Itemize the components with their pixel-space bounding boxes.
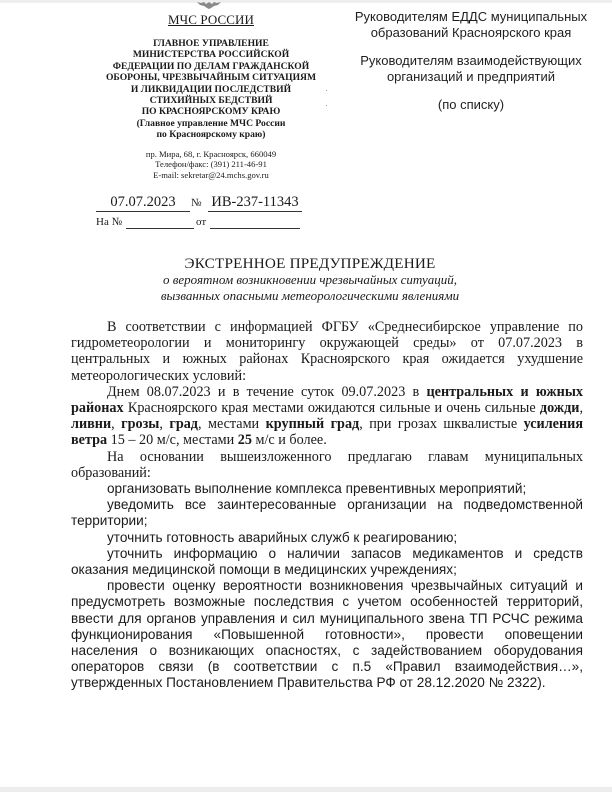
- registration-line: [96, 194, 301, 212]
- recipient-line: Руководителям ЕДДС муниципальных: [354, 9, 588, 24]
- document-heading: [100, 255, 520, 303]
- emphasis: усиления ветра: [71, 416, 584, 449]
- recipient-line: образований Красноярского края: [370, 25, 572, 40]
- emphasis: крупный град: [265, 416, 360, 433]
- number-label: №: [191, 197, 202, 209]
- recipient-line: (по списку): [437, 97, 505, 112]
- sender-email: E-mail: sekretar@24.mchs.gov.ru: [153, 169, 269, 180]
- sender-address: пр. Мира, 68, г. Красноярск, 660049: [145, 149, 277, 159]
- department-line: ОБОРОНЫ, ЧРЕЗВЫЧАЙНЫМ СИТУАЦИЯМ: [105, 72, 317, 84]
- page-break: [0, 787, 612, 792]
- text: ,: [111, 416, 122, 433]
- department-line: МИНИСТЕРСТВА РОССИЙСКОЙ: [132, 49, 290, 61]
- page-top-edge: [0, 0, 612, 3]
- emphasis: град: [169, 416, 198, 433]
- measure-item: уточнить информацию о наличии запасов медикаментов и средств оказания медицинской помощи в медицинских учреждениях;: [71, 545, 583, 578]
- document-number: ИВ-237-11343: [208, 194, 302, 212]
- document-subtitle-line: вызванных опасными метеорологическими явлениями: [160, 287, 460, 303]
- reply-from-label: от: [196, 216, 207, 228]
- text: , местами: [197, 416, 266, 433]
- department-name: [82, 38, 340, 141]
- recipient-line: Руководителям взаимодействующих: [360, 53, 582, 68]
- emphasis: дожди: [539, 400, 580, 417]
- scan-artifact: [326, 90, 327, 91]
- reply-number-blank: [126, 228, 194, 229]
- sender-phone: Телефон/факс: (391) 211-46-91: [155, 159, 267, 170]
- text: , при грозах шквалистые: [359, 416, 524, 433]
- recipient: [330, 9, 612, 41]
- emblem-icon: [196, 1, 222, 9]
- text: Красноярского края местами ожидаются сильные и очень сильные: [123, 400, 540, 417]
- reply-reference-line: [96, 216, 301, 230]
- department-line: ФЕДЕРАЦИИ ПО ДЕЛАМ ГРАЖДАНСКОЙ: [112, 60, 310, 72]
- text: ,: [159, 416, 170, 433]
- document-body: [71, 319, 583, 692]
- document-date: 07.07.2023: [96, 194, 190, 212]
- emphasis: грозы: [121, 416, 160, 433]
- intro-paragraph: В соответствии с информацией ФГБУ «Среднесибирское управление по гидрометеорологии и мониторингу окружающей среды» от 07.07.2023 в центральных и южных районах Красноярского края ожидается ухудшение метеорологических условий:: [71, 319, 583, 384]
- department-line: ПО КРАСНОЯРСКОМУ КРАЮ: [141, 106, 281, 118]
- scan-artifact: [326, 105, 327, 106]
- department-line: по Красноярскому краю): [156, 129, 266, 141]
- measure-item: уведомить все заинтересованные организации на подведомственной территории;: [71, 497, 583, 529]
- department-line: (Главное управление МЧС России: [136, 117, 286, 129]
- emphasis: центральных и южных районах: [71, 383, 583, 417]
- proposal-paragraph: На основании вышеизложенного предлагаю главам муниципальных образований:: [71, 448, 583, 481]
- emphasis: 25: [237, 432, 252, 449]
- document-title: ЭКСТРЕННОЕ ПРЕДУПРЕЖДЕНИЕ: [184, 255, 436, 272]
- recipients-block: [330, 9, 612, 125]
- forecast-paragraph: [71, 384, 583, 449]
- measure-item: уточнить готовность аварийных служб к реагированию;: [107, 529, 458, 545]
- text: 15 – 20 м/с, местами: [107, 432, 238, 449]
- reply-date-blank: [210, 228, 300, 229]
- sender-header: [82, 12, 340, 141]
- measure-item: организовать выполнение комплекса превентивных мероприятий;: [107, 481, 527, 497]
- measure-item: провести оценку вероятности возникновения чрезвычайных ситуаций и предусмотреть возможные последствия с учетом особенностей территорий, ввести для органов управления и сил муниципального звена ТП РСЧС режима функционирования «Повышенной готовности», провести оповещении населения о возникающих опасностях, с задействованием оборудования операторов связи (в соответствии с п.5 «Правил взаимодействия…», утвержденных Постановлением Правительства РФ от 28.12.2020 № 2322).: [71, 578, 583, 691]
- emphasis: ливни: [71, 416, 112, 433]
- reply-to-label: На №: [96, 216, 123, 228]
- recipient-line: организаций и предприятий: [386, 69, 556, 84]
- ministry-name: МЧС РОССИИ: [168, 12, 254, 27]
- document-subtitle-line: о вероятном возникновении чрезвычайных ситуаций,: [162, 272, 458, 287]
- department-line: СТИХИЙНЫХ БЕДСТВИЙ: [149, 95, 273, 107]
- department-line: И ЛИКВИДАЦИИ ПОСЛЕДСТВИЙ: [130, 83, 292, 95]
- text: Днем 08.07.2023 и в течение суток 09.07.2023 в: [107, 383, 427, 400]
- recipient: [330, 97, 612, 113]
- department-line: ГЛАВНОЕ УПРАВЛЕНИЕ: [153, 38, 269, 49]
- text: м/с и более.: [251, 432, 327, 449]
- text: ,: [579, 400, 583, 417]
- sender-contacts: [82, 149, 340, 180]
- recipient: [330, 53, 612, 85]
